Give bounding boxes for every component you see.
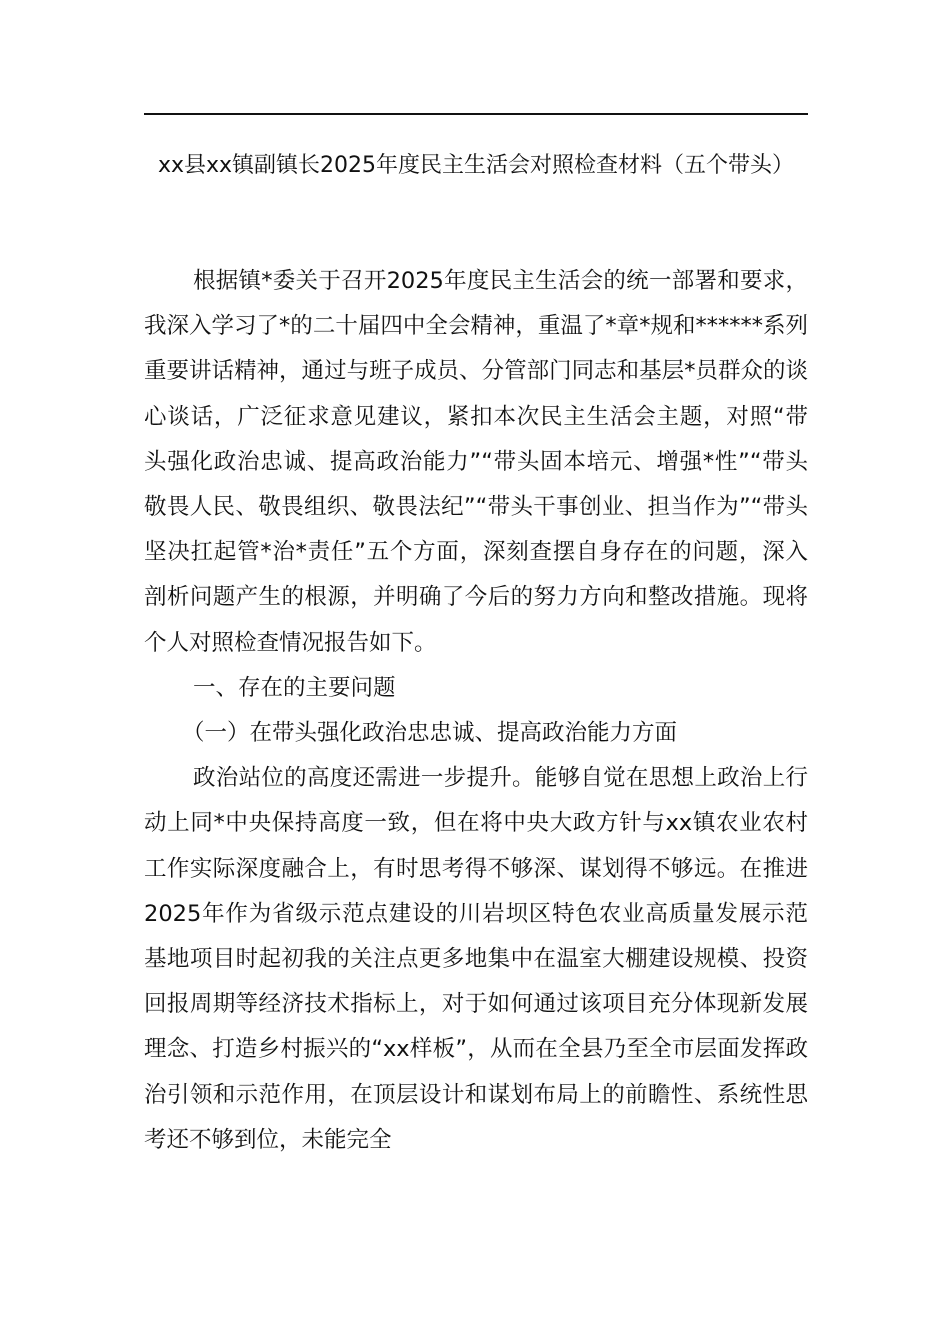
- header-rule: [144, 113, 808, 115]
- section-heading: 一、存在的主要问题: [193, 674, 396, 701]
- subsection-heading: （一）在带头强化政治忠忠诚、提高政治能力方面: [182, 720, 678, 747]
- intro-paragraph: 根据镇*委关于召开2025年度民主生活会的统一部署和要求，我深入学习了*的二十届四中全会精神，重温了*章*规和******系列重要讲话精神，通过与班子成员、分管部门同志和基层*员群众的谈心谈话，广泛征求意见建议，紧扣本次民主生活会主题，对照“带头强化政治忠诚、提高政治能力”“带头固本培元、增强*性”“带头敬畏人民、敬畏组织、敬畏法纪”“带头干事创业、担当作为”“带头坚决扛起管*治*责任”五个方面，深刻查摆自身存在的问题，深入剖析问题产生的根源，并明确了今后的努力方向和整改措施。现将个人对照检查情况报告如下。: [144, 268, 808, 656]
- document-title: xx县xx镇副镇长2025年度民主生活会对照检查材料（五个带头）: [157, 153, 795, 178]
- document-body: [144, 259, 808, 1163]
- body-paragraph: 政治站位的高度还需进一步提升。能够自觉在思想上政治上行动上同*中央保持高度一致，但在将中央大政方针与xx镇农业农村工作实际深度融合上，有时思考得不够深、谋划得不够远。在推进2025年作为省级示范点建设的川岩坝区特色农业高质量发展示范基地项目时起初我的关注点更多地集中在温室大棚建设规模、投资回报周期等经济技术指标上，对于如何通过该项目充分体现新发展理念、打造乡村振兴的“xx样板”，从而在全县乃至全市层面发挥政治引领和示范作用，在顶层设计和谋划布局上的前瞻性、系统性思考还不够到位，未能完全: [144, 765, 808, 1153]
